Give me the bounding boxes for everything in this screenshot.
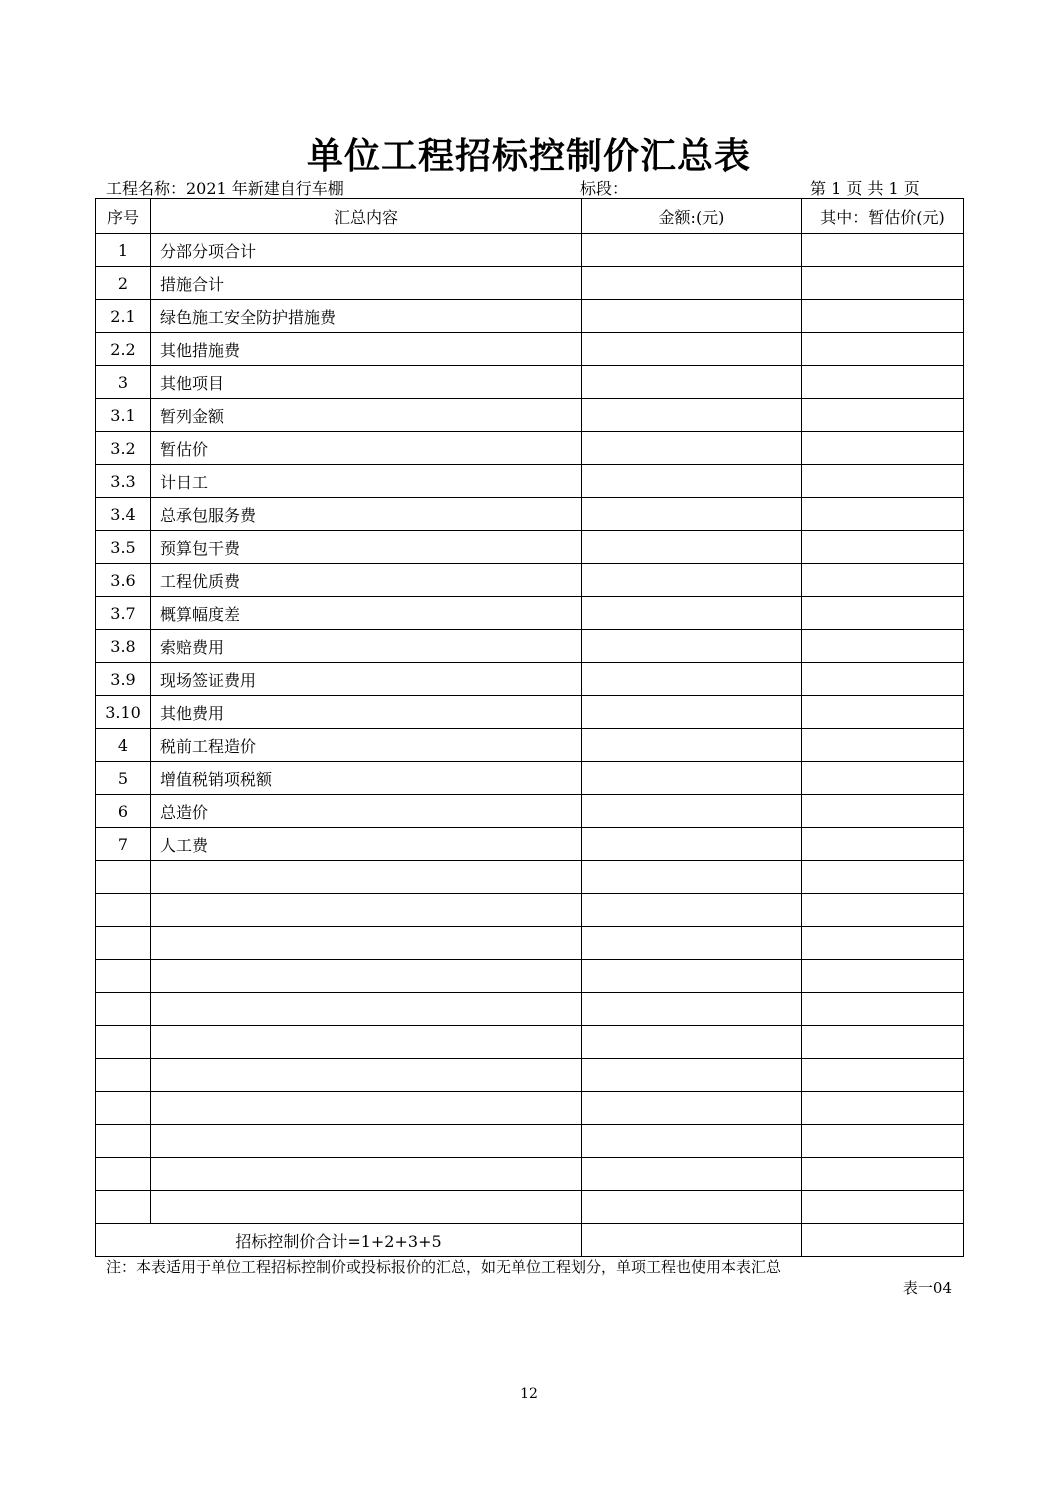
row-number: 6 xyxy=(96,795,151,828)
table-row xyxy=(96,432,964,465)
row-number: 5 xyxy=(96,762,151,795)
row-amount xyxy=(582,960,802,993)
row-content xyxy=(151,1125,582,1158)
summary-table xyxy=(95,198,964,1257)
row-provisional xyxy=(802,795,964,828)
row-content: 总造价 xyxy=(151,795,582,828)
row-content xyxy=(151,1191,582,1224)
row-provisional xyxy=(802,993,964,1026)
table-row xyxy=(96,597,964,630)
row-content: 索赔费用 xyxy=(151,630,582,663)
row-amount xyxy=(582,696,802,729)
row-content: 其他措施费 xyxy=(151,333,582,366)
row-provisional xyxy=(802,498,964,531)
row-number xyxy=(96,1191,151,1224)
row-provisional xyxy=(802,861,964,894)
table-body xyxy=(96,234,964,1257)
table-row-empty xyxy=(96,861,964,894)
row-number: 2.2 xyxy=(96,333,151,366)
row-provisional xyxy=(802,1092,964,1125)
table-row xyxy=(96,300,964,333)
row-number xyxy=(96,861,151,894)
row-amount xyxy=(582,894,802,927)
row-amount xyxy=(582,465,802,498)
row-provisional xyxy=(802,1125,964,1158)
row-number: 3.2 xyxy=(96,432,151,465)
row-amount xyxy=(582,597,802,630)
table-header-row xyxy=(96,199,964,234)
row-provisional xyxy=(802,564,964,597)
row-amount xyxy=(582,861,802,894)
row-provisional xyxy=(802,696,964,729)
row-amount xyxy=(582,531,802,564)
row-amount xyxy=(582,663,802,696)
table-row-empty xyxy=(96,1026,964,1059)
page-number: 12 xyxy=(520,1386,538,1402)
row-number: 3.6 xyxy=(96,564,151,597)
row-amount xyxy=(582,399,802,432)
row-amount xyxy=(582,267,802,300)
row-provisional xyxy=(802,597,964,630)
row-content: 工程优质费 xyxy=(151,564,582,597)
row-provisional xyxy=(802,960,964,993)
table-row xyxy=(96,366,964,399)
row-provisional xyxy=(802,1026,964,1059)
row-content xyxy=(151,1059,582,1092)
row-provisional xyxy=(802,531,964,564)
row-provisional xyxy=(802,267,964,300)
row-number xyxy=(96,927,151,960)
row-provisional xyxy=(802,663,964,696)
row-content: 绿色施工安全防护措施费 xyxy=(151,300,582,333)
row-content: 增值税销项税额 xyxy=(151,762,582,795)
table-row-empty xyxy=(96,1158,964,1191)
table-row xyxy=(96,795,964,828)
row-number xyxy=(96,1125,151,1158)
row-content xyxy=(151,1092,582,1125)
row-content: 现场签证费用 xyxy=(151,663,582,696)
row-provisional xyxy=(802,300,964,333)
section-label: 标段： xyxy=(580,179,629,198)
header-provisional: 其中：暂估价(元) xyxy=(802,199,964,234)
row-provisional xyxy=(802,927,964,960)
row-amount xyxy=(582,993,802,1026)
table-row xyxy=(96,333,964,366)
row-number: 3.5 xyxy=(96,531,151,564)
row-content: 人工费 xyxy=(151,828,582,861)
row-number xyxy=(96,894,151,927)
row-content xyxy=(151,960,582,993)
row-number: 3.10 xyxy=(96,696,151,729)
row-provisional xyxy=(802,1191,964,1224)
row-amount xyxy=(582,630,802,663)
row-number: 2 xyxy=(96,267,151,300)
row-content: 其他费用 xyxy=(151,696,582,729)
row-content: 措施合计 xyxy=(151,267,582,300)
row-provisional xyxy=(802,465,964,498)
row-content: 税前工程造价 xyxy=(151,729,582,762)
table-row-empty xyxy=(96,927,964,960)
row-number: 3.3 xyxy=(96,465,151,498)
total-amount xyxy=(582,1224,802,1257)
row-number: 4 xyxy=(96,729,151,762)
document-title: 单位工程招标控制价汇总表 xyxy=(306,135,751,177)
row-amount xyxy=(582,795,802,828)
table-row-empty xyxy=(96,960,964,993)
row-content xyxy=(151,1026,582,1059)
table-row xyxy=(96,399,964,432)
row-number: 3.9 xyxy=(96,663,151,696)
row-content: 暂估价 xyxy=(151,432,582,465)
row-number: 7 xyxy=(96,828,151,861)
table-row-empty xyxy=(96,1125,964,1158)
row-number: 3.7 xyxy=(96,597,151,630)
row-number: 3.8 xyxy=(96,630,151,663)
row-amount xyxy=(582,1059,802,1092)
row-number: 3.1 xyxy=(96,399,151,432)
row-content: 暂列金额 xyxy=(151,399,582,432)
row-amount xyxy=(582,729,802,762)
row-amount xyxy=(582,828,802,861)
row-amount xyxy=(582,1191,802,1224)
row-amount xyxy=(582,927,802,960)
row-provisional xyxy=(802,630,964,663)
row-number xyxy=(96,1059,151,1092)
total-row xyxy=(96,1224,964,1257)
page-info: 第 1 页 共 1 页 xyxy=(810,179,920,198)
row-provisional xyxy=(802,366,964,399)
row-content: 预算包干费 xyxy=(151,531,582,564)
row-content xyxy=(151,993,582,1026)
row-number xyxy=(96,960,151,993)
table-row-empty xyxy=(96,1191,964,1224)
row-amount xyxy=(582,762,802,795)
table-row xyxy=(96,828,964,861)
row-content: 概算幅度差 xyxy=(151,597,582,630)
row-provisional xyxy=(802,1158,964,1191)
row-provisional xyxy=(802,762,964,795)
table-row-empty xyxy=(96,1092,964,1125)
row-number xyxy=(96,993,151,1026)
table-row xyxy=(96,465,964,498)
row-content xyxy=(151,861,582,894)
row-content xyxy=(151,927,582,960)
table-row-empty xyxy=(96,894,964,927)
header-content: 汇总内容 xyxy=(151,199,582,234)
project-name: 工程名称：2021 年新建自行车棚 xyxy=(106,179,344,198)
row-number: 2.1 xyxy=(96,300,151,333)
total-provisional xyxy=(802,1224,964,1257)
row-amount xyxy=(582,234,802,267)
row-provisional xyxy=(802,234,964,267)
row-number xyxy=(96,1158,151,1191)
table-row xyxy=(96,630,964,663)
table-row xyxy=(96,564,964,597)
row-content xyxy=(151,1158,582,1191)
row-provisional xyxy=(802,894,964,927)
row-amount xyxy=(582,564,802,597)
row-amount xyxy=(582,366,802,399)
row-provisional xyxy=(802,828,964,861)
row-number xyxy=(96,1092,151,1125)
row-provisional xyxy=(802,399,964,432)
row-content: 计日工 xyxy=(151,465,582,498)
row-amount xyxy=(582,1125,802,1158)
row-amount xyxy=(582,1026,802,1059)
table-note: 注：本表适用于单位工程招标控制价或投标报价的汇总，如无单位工程划分，单项工程也使用本表汇总 xyxy=(106,1258,782,1276)
table-code: 表一04 xyxy=(902,1279,952,1297)
row-number: 3 xyxy=(96,366,151,399)
row-content: 分部分项合计 xyxy=(151,234,582,267)
row-provisional xyxy=(802,729,964,762)
row-number: 1 xyxy=(96,234,151,267)
row-amount xyxy=(582,432,802,465)
row-content xyxy=(151,894,582,927)
row-amount xyxy=(582,1092,802,1125)
row-amount xyxy=(582,333,802,366)
header-no: 序号 xyxy=(96,199,151,234)
row-content: 总承包服务费 xyxy=(151,498,582,531)
row-provisional xyxy=(802,333,964,366)
row-number: 3.4 xyxy=(96,498,151,531)
row-amount xyxy=(582,1158,802,1191)
table-row xyxy=(96,663,964,696)
table-row-empty xyxy=(96,1059,964,1092)
row-provisional xyxy=(802,432,964,465)
row-provisional xyxy=(802,1059,964,1092)
table-row xyxy=(96,729,964,762)
table-row xyxy=(96,267,964,300)
table-row xyxy=(96,531,964,564)
row-amount xyxy=(582,300,802,333)
table-row xyxy=(96,762,964,795)
table-row xyxy=(96,498,964,531)
row-content: 其他项目 xyxy=(151,366,582,399)
header-amount: 金额:(元) xyxy=(582,199,802,234)
row-number xyxy=(96,1026,151,1059)
table-row-empty xyxy=(96,993,964,1026)
total-label: 招标控制价合计=1+2+3+5 xyxy=(96,1224,582,1257)
row-amount xyxy=(582,498,802,531)
table-row xyxy=(96,696,964,729)
table-row xyxy=(96,234,964,267)
